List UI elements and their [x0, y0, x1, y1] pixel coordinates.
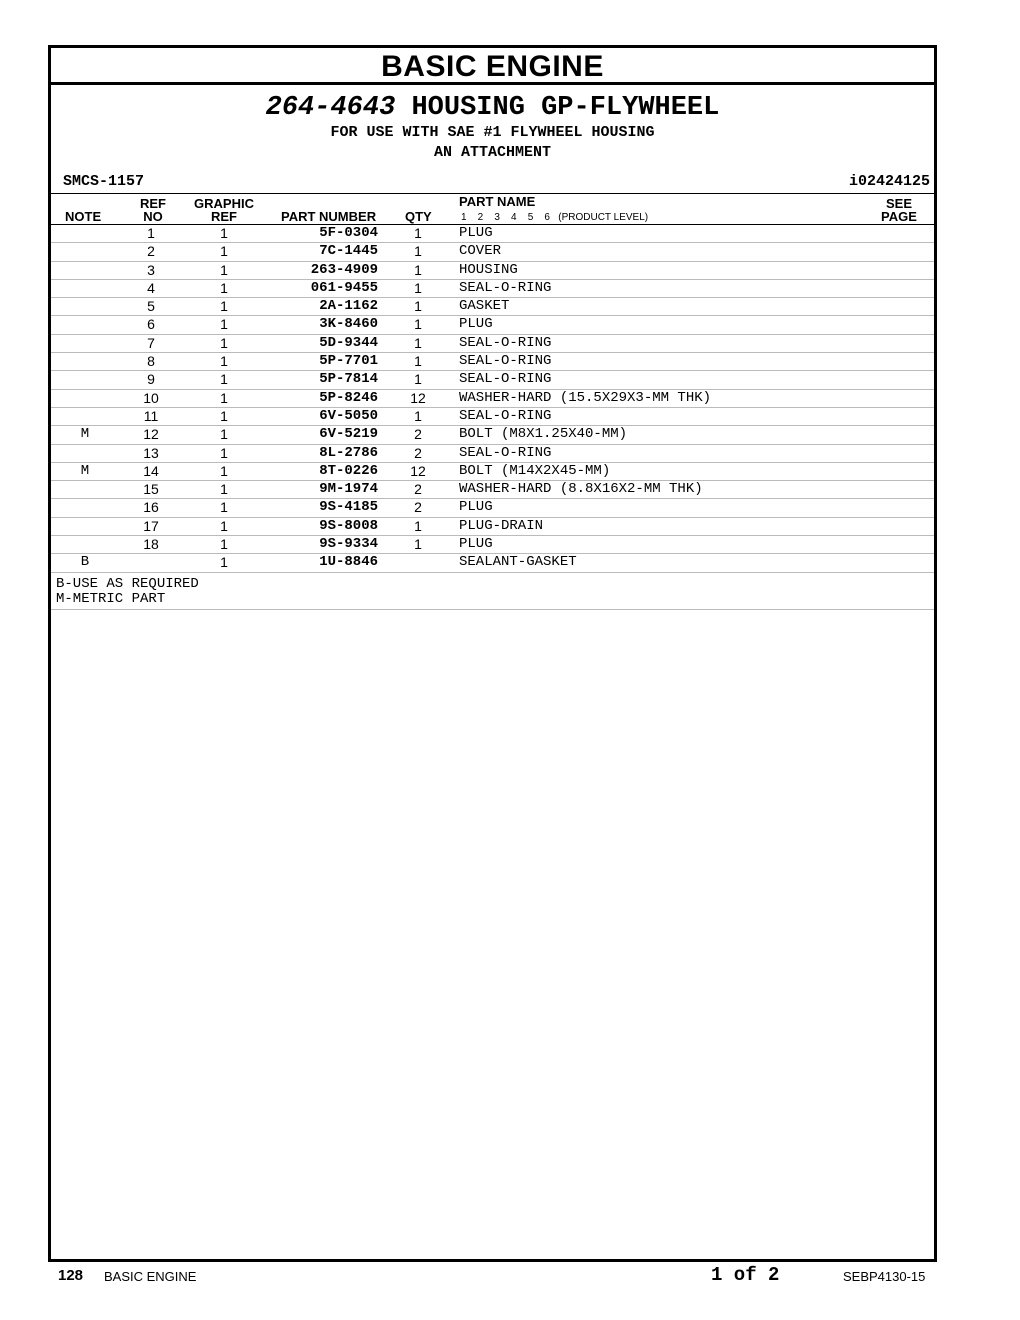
table-row: [51, 518, 934, 536]
cell-qty: 2: [414, 481, 422, 498]
table-row: [51, 554, 934, 572]
table-row: [51, 353, 934, 371]
cell-part-number: 9S-9334: [319, 536, 378, 553]
cell-part-name: PLUG: [459, 225, 493, 241]
group-title: [51, 93, 934, 123]
cell-graphic-ref: 1: [220, 426, 228, 443]
cell-ref-no: 12: [143, 426, 159, 443]
cell-part-number: 5P-8246: [319, 389, 378, 406]
cell-graphic-ref: 1: [220, 444, 228, 461]
table-row: [51, 463, 934, 481]
cell-part-number: 9M-1974: [319, 481, 378, 498]
footer-doc-number: SEBP4130-15: [843, 1269, 926, 1284]
cell-ref-no: 9: [147, 371, 155, 388]
cell-qty: 1: [414, 371, 422, 388]
cell-part-name: PLUG: [459, 499, 493, 516]
cell-part-name: WASHER-HARD (8.8X16X2-MM THK): [459, 481, 703, 498]
header-part-name: PART NAME: [459, 194, 536, 209]
cell-ref-no: 5: [147, 298, 155, 315]
cell-qty: 12: [410, 462, 426, 479]
cell-graphic-ref: 1: [220, 517, 228, 534]
cell-ref-no: 7: [147, 334, 155, 351]
note-b: B-USE AS REQUIRED: [56, 575, 199, 592]
cell-graphic-ref: 1: [220, 298, 228, 315]
cell-note: M: [80, 462, 90, 479]
cell-part-name: GASKET: [459, 298, 510, 315]
cell-part-number: 5D-9344: [319, 334, 378, 351]
cell-qty: 12: [410, 389, 426, 406]
cell-part-number: 6V-5219: [319, 426, 378, 443]
cell-part-name: BOLT (M8X1.25X40-MM): [459, 426, 628, 443]
group-header: [51, 93, 934, 163]
table-row: [51, 243, 934, 261]
illustration-id: i02424125: [848, 173, 930, 190]
table-row: [51, 426, 934, 444]
cell-qty: 1: [414, 536, 422, 553]
cell-graphic-ref: 1: [220, 407, 228, 424]
cell-ref-no: 17: [143, 517, 159, 534]
header-part-number: PART NUMBER: [281, 209, 377, 224]
smcs-code: SMCS-1157: [63, 173, 145, 190]
cell-qty: 1: [414, 316, 422, 333]
cell-ref-no: 13: [143, 444, 159, 461]
cell-part-name: SEAL-O-RING: [459, 371, 552, 388]
table-row: [51, 536, 934, 554]
cell-graphic-ref: 1: [220, 261, 228, 278]
cell-ref-no: 2: [147, 243, 155, 260]
cell-graphic-ref: 1: [220, 334, 228, 351]
table-row: [51, 481, 934, 499]
footer-page-number: 128: [58, 1267, 84, 1284]
cell-part-name: WASHER-HARD (15.5X29X3-MM THK): [459, 389, 712, 406]
smcs-row: [51, 167, 934, 193]
cell-qty: 1: [414, 243, 422, 260]
header-ref-top: REF: [140, 196, 166, 211]
page-footer: [0, 1264, 1020, 1288]
cell-graphic-ref: 1: [220, 499, 228, 516]
cell-part-name: SEAL-O-RING: [459, 279, 552, 296]
table-row: [51, 262, 934, 280]
cell-qty: 2: [414, 426, 422, 443]
cell-qty: 1: [414, 298, 422, 315]
group-part-number: 264-4643: [265, 93, 396, 123]
cell-graphic-ref: 1: [220, 481, 228, 498]
cell-graphic-ref: 1: [220, 279, 228, 296]
cell-ref-no: 16: [143, 499, 159, 516]
table-row: [51, 408, 934, 426]
cell-part-name: PLUG: [459, 536, 493, 553]
header-qty: QTY: [405, 209, 432, 224]
cell-part-number: 263-4909: [310, 261, 378, 278]
group-subtitle-1: FOR USE WITH SAE #1 FLYWHEEL HOUSING: [330, 124, 655, 141]
cell-qty: 1: [414, 407, 422, 424]
cell-part-name: BOLT (M14X2X45-MM): [459, 462, 611, 479]
cell-graphic-ref: 1: [220, 316, 228, 333]
cell-ref-no: 3: [147, 261, 155, 278]
cell-note: M: [80, 426, 90, 443]
cell-part-name: PLUG-DRAIN: [459, 517, 544, 534]
table-row: [51, 390, 934, 408]
cell-ref-no: 18: [143, 536, 159, 553]
notes-block: [51, 573, 934, 610]
table-row: [51, 225, 934, 243]
parts-table-body: [51, 225, 934, 573]
cell-graphic-ref: 1: [220, 225, 228, 241]
cell-part-number: 3K-8460: [319, 316, 378, 333]
cell-part-number: 8T-0226: [319, 462, 378, 479]
cell-ref-no: 10: [143, 389, 159, 406]
page-frame: [48, 45, 937, 1262]
cell-ref-no: 6: [147, 316, 155, 333]
cell-graphic-ref: 1: [220, 536, 228, 553]
cell-part-number: 5P-7701: [319, 353, 378, 370]
cell-part-name: COVER: [459, 243, 502, 260]
header-see-top: SEE: [885, 196, 912, 211]
cell-part-number: 5P-7814: [319, 371, 378, 388]
table-row: [51, 298, 934, 316]
cell-graphic-ref: 1: [220, 371, 228, 388]
footer-section: BASIC ENGINE: [104, 1269, 197, 1284]
cell-part-number: 1U-8846: [319, 554, 378, 571]
table-row: [51, 280, 934, 298]
cell-qty: 1: [414, 517, 422, 534]
cell-graphic-ref: 1: [220, 554, 228, 571]
header-graphic-bottom: REF: [211, 209, 237, 224]
cell-ref-no: 11: [143, 407, 159, 424]
cell-qty: 1: [414, 261, 422, 278]
cell-part-name: SEAL-O-RING: [459, 407, 552, 424]
cell-part-name: SEAL-O-RING: [459, 334, 552, 351]
cell-graphic-ref: 1: [220, 389, 228, 406]
cell-qty: 1: [414, 334, 422, 351]
table-row: [51, 371, 934, 389]
header-ref-bottom: NO: [143, 209, 163, 224]
header-product-level: 1 2 3 4 5 6 (PRODUCT LEVEL): [461, 212, 649, 223]
cell-graphic-ref: 1: [220, 243, 228, 260]
cell-part-number: 9S-8008: [319, 517, 378, 534]
cell-part-name: SEAL-O-RING: [459, 353, 552, 370]
cell-part-name: HOUSING: [459, 261, 518, 278]
table-row: [51, 445, 934, 463]
cell-qty: 1: [414, 225, 422, 241]
cell-part-number: 8L-2786: [319, 444, 378, 461]
cell-qty: 2: [414, 444, 422, 461]
group-name: HOUSING GP-FLYWHEEL: [411, 93, 720, 123]
cell-part-name: SEALANT-GASKET: [459, 554, 577, 571]
cell-graphic-ref: 1: [220, 353, 228, 370]
cell-part-number: 2A-1162: [319, 298, 378, 315]
cell-note: B: [80, 554, 90, 571]
header-see-bottom: PAGE: [881, 209, 917, 224]
table-header: [51, 193, 934, 225]
cell-part-number: 7C-1445: [319, 243, 378, 260]
section-title: BASIC ENGINE: [51, 48, 934, 85]
cell-part-name: SEAL-O-RING: [459, 444, 552, 461]
cell-graphic-ref: 1: [220, 462, 228, 479]
cell-ref-no: 15: [143, 481, 159, 498]
cell-ref-no: 1: [147, 225, 155, 241]
footer-page-of: 1 of 2: [711, 1264, 780, 1286]
cell-ref-no: 8: [147, 353, 155, 370]
header-graphic-top: GRAPHIC: [194, 196, 254, 211]
cell-part-number: 061-9455: [310, 279, 378, 296]
cell-qty: 1: [414, 279, 422, 296]
cell-part-number: 5F-0304: [319, 225, 378, 241]
table-row: [51, 335, 934, 353]
cell-part-number: 6V-5050: [319, 407, 378, 424]
cell-part-number: 9S-4185: [319, 499, 378, 516]
table-row: [51, 316, 934, 334]
cell-qty: 1: [414, 353, 422, 370]
cell-ref-no: 4: [147, 279, 155, 296]
note-m: M-METRIC PART: [56, 590, 166, 607]
cell-part-name: PLUG: [459, 316, 493, 333]
header-note: NOTE: [65, 209, 102, 224]
cell-qty: 2: [414, 499, 422, 516]
cell-ref-no: 14: [143, 462, 159, 479]
table-row: [51, 499, 934, 517]
group-subtitle-2: AN ATTACHMENT: [433, 144, 552, 161]
